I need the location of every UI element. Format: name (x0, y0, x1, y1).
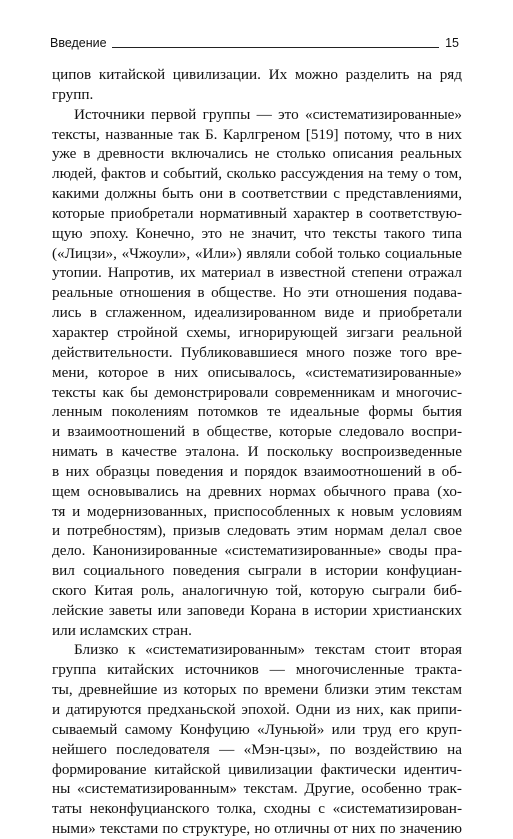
text-line: ципов китайской цивилизации. Их можно разделить на ряд (52, 66, 462, 83)
header-rule (112, 47, 439, 48)
text-line: ского Китая роль, аналогичную той, которую сыграли биб- (52, 581, 462, 599)
page-number: 15 (445, 36, 459, 50)
text-line: ты, древнейшие из которых по времени близки этим текстам (52, 681, 462, 699)
text-line: вил социального поведения сыграли в истории конфуциан- (52, 562, 462, 580)
paragraph (52, 105, 462, 641)
text-line: дело. Канонизированные «систематизированные» своды пра- (52, 542, 462, 560)
text-line: («Лицзи», «Чжоули», «Или») являли собой только социальные (52, 244, 462, 262)
body-text (52, 65, 462, 839)
text-line: утопии. Напротив, их материал в известной степени отражал (52, 264, 462, 282)
text-line: таты неконфуцианского толка, сходны с «систематизирован- (52, 800, 462, 818)
text-line: групп. (52, 85, 94, 103)
text-line: тя и модернизованных, приспособленных к новым условиям (52, 502, 462, 520)
text-line: группа китайских источников — многочисленные тракта- (52, 661, 462, 679)
text-line: нейшего последователя — «Мэн-цзы», по воздействию на (52, 740, 462, 758)
text-line: и взаимоотношений в обществе, которые следовало воспри- (52, 423, 462, 441)
text-line: лись в сглаженном, идеализированном виде и приобретали (52, 304, 462, 322)
text-line: формирование китайской цивилизации фактически идентич- (52, 760, 462, 778)
text-line: и датируются предханьской эпохой. Одни из них, как припи- (52, 701, 462, 718)
text-line: и потребностям), призыв следовать этим нормам делал свое (52, 522, 462, 540)
paragraph (52, 65, 462, 105)
text-line: которые приобретали нормативный характер в соответствую- (52, 204, 462, 222)
text-line: ленным поколениям потомков те идеальные формы бытия (52, 403, 462, 421)
text-line: в них образцы поведения и порядок взаимоотношений в об- (52, 462, 462, 480)
text-line: нимать в качестве эталона. И поскольку воспроизведенные (52, 443, 462, 461)
text-line: щую эпоху. Конечно, это не значит, что тексты такого типа (52, 224, 462, 242)
text-line: Близко к «систематизированным» текстам стоит вторая (74, 641, 462, 659)
text-line: ны «систематизированным» текстам. Другие, особенно трак- (52, 780, 462, 798)
text-line: характер стройной схемы, игнорирующей зигзаги реальной (52, 323, 462, 341)
text-line: Источники первой группы — это «систематизированные» (74, 105, 462, 123)
text-line: или исламских стран. (52, 621, 192, 639)
text-line: реальные отношения в обществе. Но эти отношения подава- (52, 284, 462, 302)
text-line: какими должны быть они в соответствии с представлениями, (52, 185, 462, 203)
running-header (50, 34, 459, 50)
text-line: людей, фактов и событий, сколько рассуждения на тему о том, (52, 165, 462, 183)
text-line: щем основывались на древних нормах обычного права (хо- (52, 482, 462, 500)
text-line: лейские заветы или заповеди Корана в истории христианских (52, 601, 462, 619)
text-line: уже в древности включались не столько описания реальных (52, 145, 462, 163)
text-line: сываемый самому Конфуцию «Луньюй» или труд его круп- (52, 720, 462, 738)
text-line: тексты как бы демонстрировали современникам и многочис- (52, 383, 462, 401)
paragraph (52, 640, 462, 838)
text-line: тексты, названные так Б. Карлгреном [519] потому, что в них (52, 125, 462, 143)
text-line: мени, которое в них описывалось, «систематизированные» (52, 363, 462, 381)
section-title: Введение (50, 36, 107, 50)
text-line: ными» текстами по структуре, но отличны от них по значению (52, 820, 462, 838)
text-line: действительности. Публиковавшиеся много позже того вре- (52, 343, 462, 361)
